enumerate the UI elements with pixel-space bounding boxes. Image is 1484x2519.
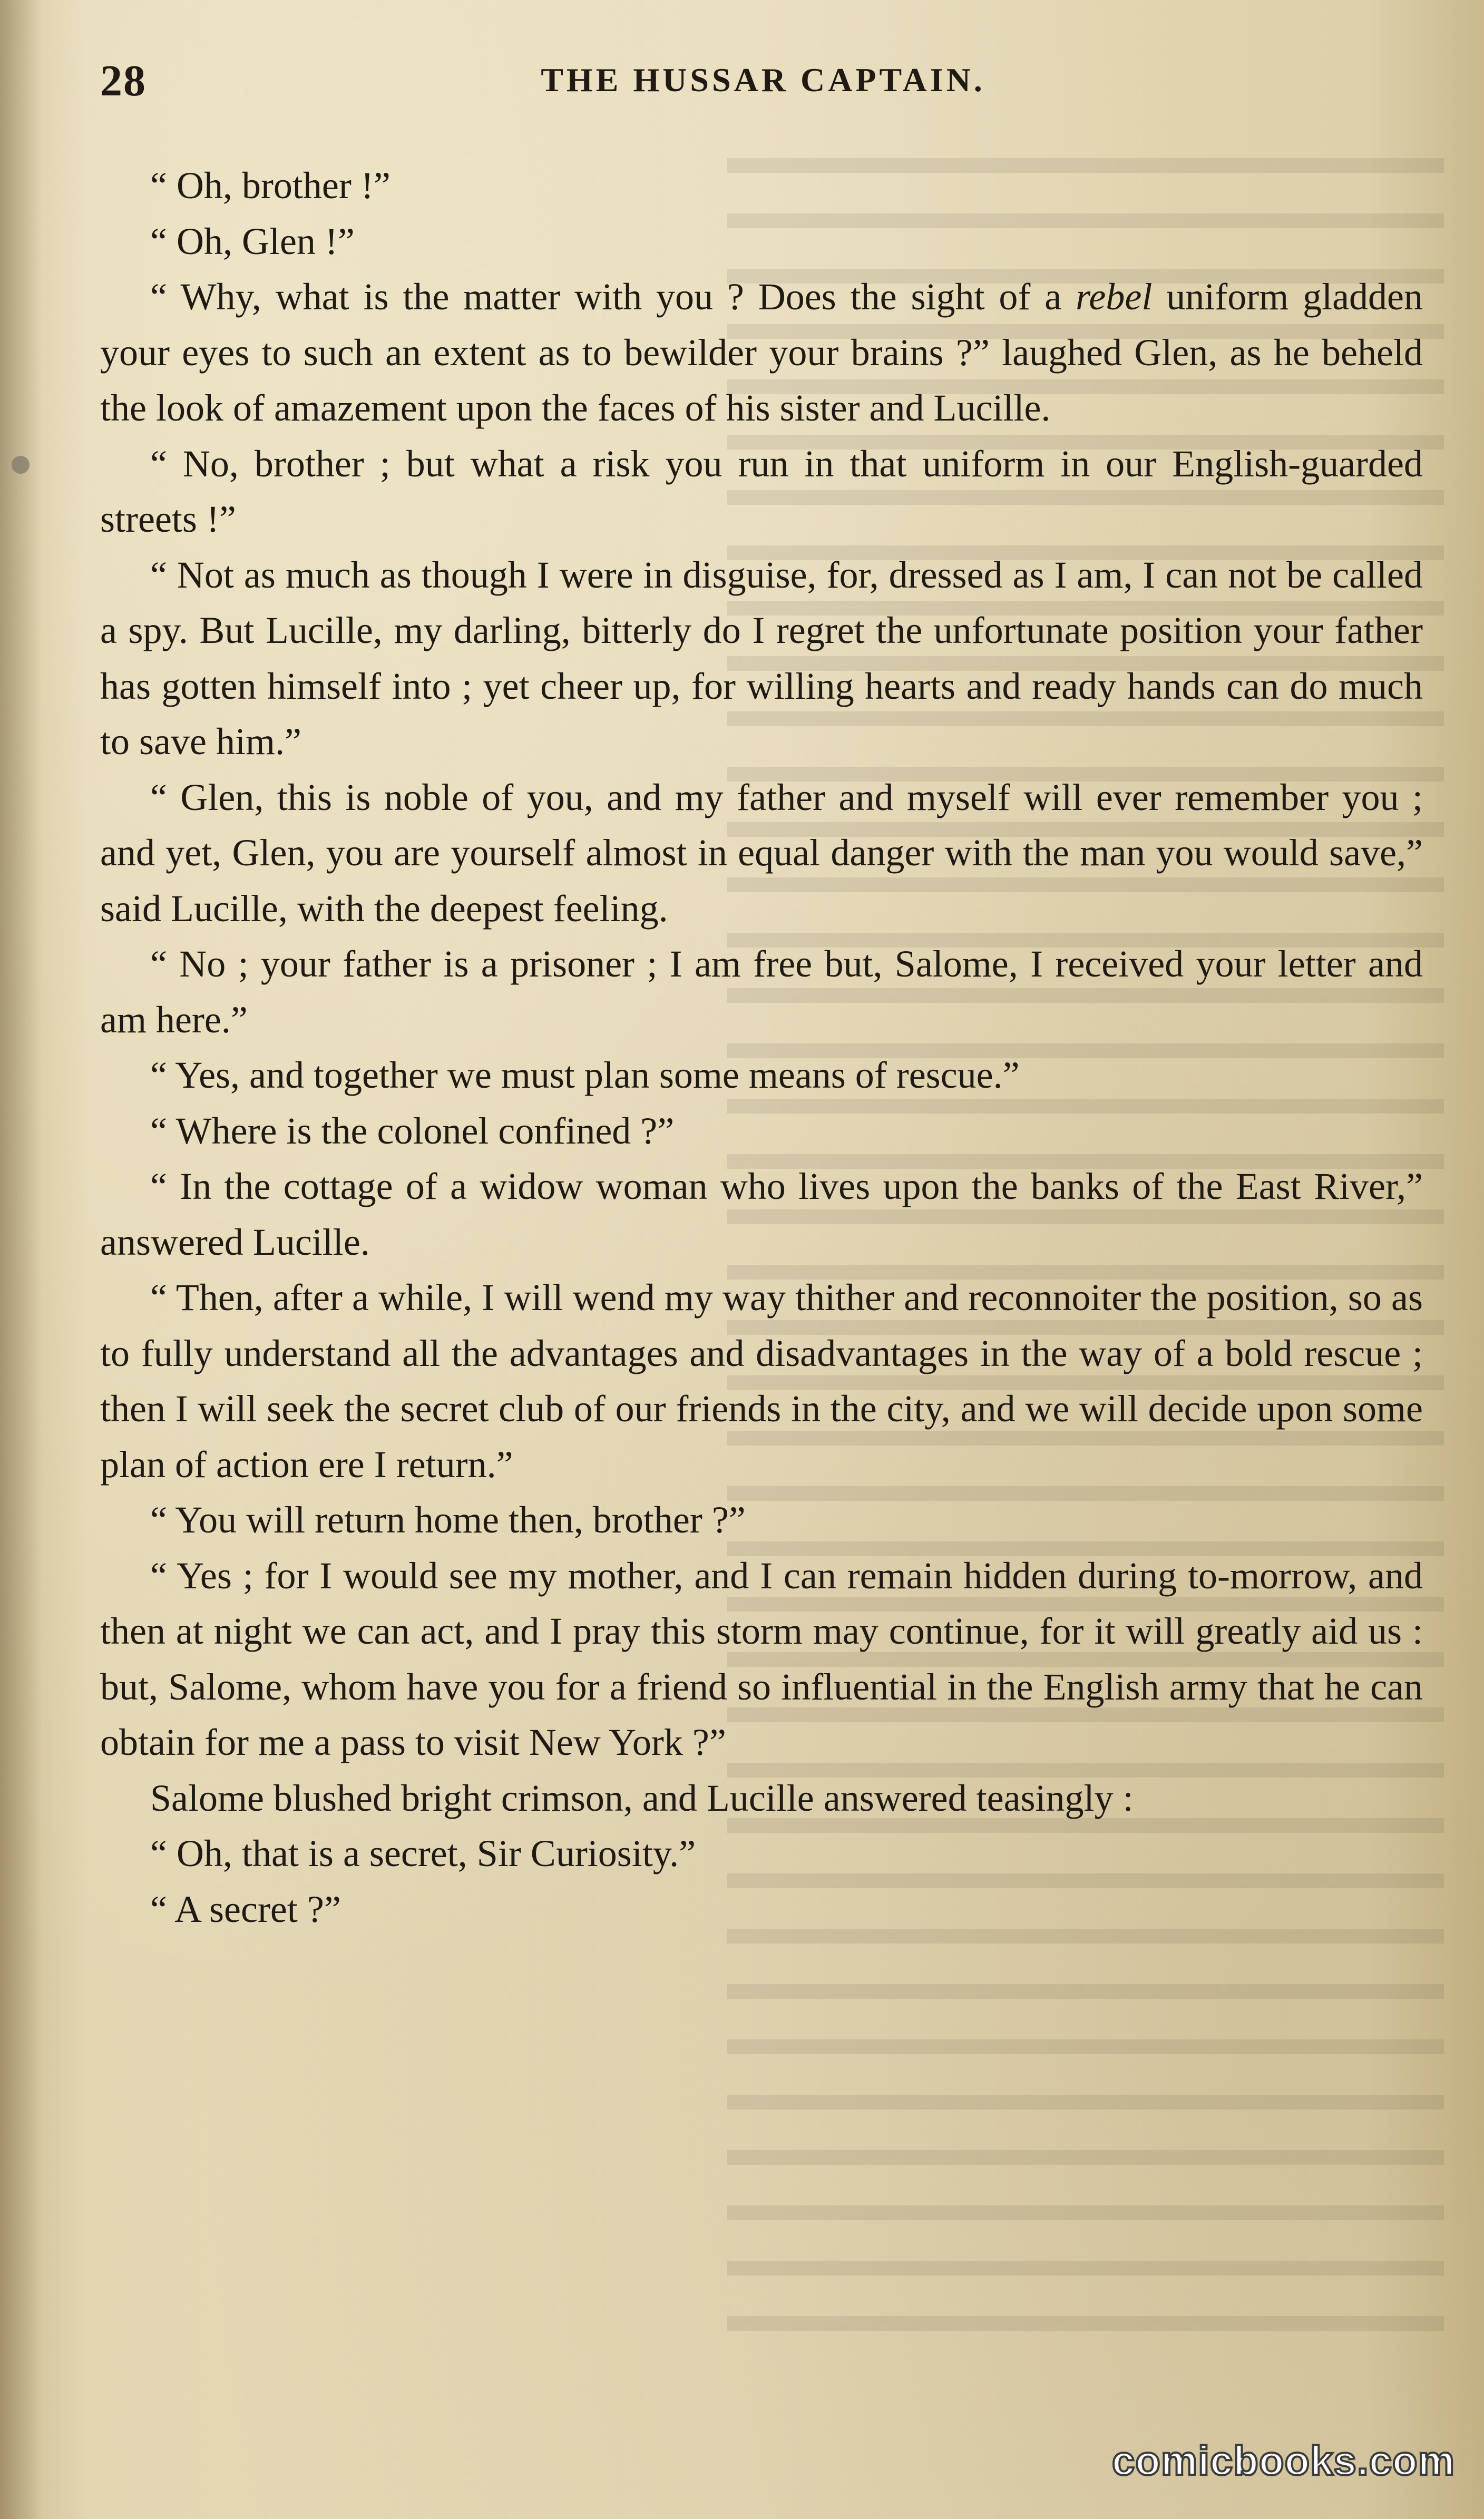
paragraph-text: “ Why, what is the matter with you ? Does the sight of a: [150, 276, 1076, 318]
paragraph: “ Not as much as though I were in disguise, for, dressed as I am, I can not be called a spy. But Lucille, my darling, bitterly do I regret the unfortunate position your father has gotten himself into ; yet cheer up, for willing hearts and ready hands can do much to save him.”: [100, 553, 1423, 763]
ink-spot: [12, 456, 30, 474]
paragraph: “ A secret ?”: [150, 1888, 341, 1930]
body-text: [100, 158, 1423, 1937]
watermark: comicbooks.com: [1111, 2437, 1455, 2484]
paragraph: “ No, brother ; but what a risk you run in that uniform in our English-guarded streets !”: [100, 442, 1423, 540]
page-number: 28: [100, 56, 147, 105]
paragraph: [100, 269, 1423, 436]
paragraph: “ Oh, brother !”: [150, 164, 390, 207]
paragraph: “ Where is the colonel confined ?”: [150, 1109, 675, 1152]
paragraph: “ You will return home then, brother ?”: [150, 1499, 746, 1541]
paragraph: “ Yes ; for I would see my mother, and I can remain hidden during to-morrow, and then at night we can act, and I pray this storm may continue, for it will greatly aid us : but, Salome, whom have you for a friend so influential in the English army that he can obtain for me a pass to visit New York ?”: [100, 1554, 1423, 1763]
paragraph: “ Glen, this is noble of you, and my father and myself will ever remember you ; and yet, Glen, you are yourself almost in equal danger with the man you would save,” said Lucille, with the deepest feeling.: [100, 776, 1423, 930]
paragraph: “ No ; your father is a prisoner ; I am free but, Salome, I received your letter and am here.”: [100, 943, 1423, 1041]
italic-word: rebel: [1076, 276, 1153, 318]
running-title: THE HUSSAR CAPTAIN.: [541, 61, 985, 99]
paragraph: “ In the cottage of a widow woman who lives upon the banks of the East River,” answered Lucille.: [100, 1165, 1423, 1263]
paragraph: “ Oh, that is a secret, Sir Curiosity.”: [150, 1832, 696, 1874]
page-header: [100, 50, 1426, 108]
paragraph: “ Yes, and together we must plan some means of rescue.”: [150, 1054, 1020, 1096]
paragraph: Salome blushed bright crimson, and Lucille answered teasingly :: [150, 1776, 1134, 1819]
spine-shadow: [0, 0, 42, 2519]
paragraph: “ Oh, Glen !”: [150, 220, 355, 262]
paragraph: “ Then, after a while, I will wend my way thither and reconnoiter the position, so as to fully understand all the advantages and disadvantages in the way of a bold rescue ; then I will seek the secret club of our friends in the city, and we will decide upon some plan of action ere I return.”: [100, 1276, 1423, 1486]
paragraph-text: uniform gladden your eyes to such an extent as to bewilder your brains ?” laughed Glen, as he beheld the look of amazement upon the faces of his sister and Lucille.: [100, 276, 1423, 429]
